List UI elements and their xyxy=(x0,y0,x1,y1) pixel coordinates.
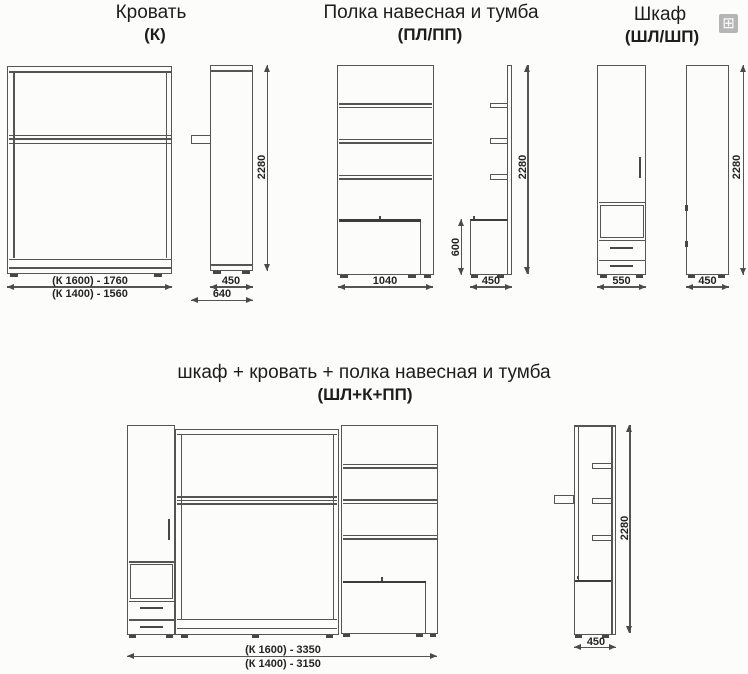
dim-label: 2280 xyxy=(618,515,631,541)
expand-viewer-icon[interactable]: ⊞ xyxy=(719,14,738,33)
combo-title: шкаф + кровать + полка навесная и тумба xyxy=(177,362,551,383)
wardrobe-code: (ШЛ/ШП) xyxy=(624,27,700,46)
bed-title: Кровать xyxy=(115,2,187,23)
dim-label: 2280 xyxy=(516,154,529,180)
dim-label: (К 1600) - 3350 xyxy=(245,643,321,656)
dim-label: 2280 xyxy=(256,154,268,180)
bed-code: (К) xyxy=(144,25,166,44)
dim-label: (К 1600) - 1760 xyxy=(52,274,128,287)
dim-label: 2280 xyxy=(731,154,743,180)
dim-label: (К 1400) - 3150 xyxy=(245,657,321,670)
dim-label: 450 xyxy=(481,274,501,287)
dim-label: 450 xyxy=(698,274,717,287)
shelf-code: (ПЛ/ПП) xyxy=(397,25,463,44)
combo-code: (ШЛ+К+ПП) xyxy=(317,385,413,404)
dim-label: 640 xyxy=(212,288,232,300)
dim-label: 1040 xyxy=(372,274,398,287)
dim-label: (К 1400) - 1560 xyxy=(52,288,128,300)
dim-label: 600 xyxy=(449,237,462,256)
shelf-title: Полка навесная и тумба xyxy=(323,2,539,23)
wardrobe-title: Шкаф xyxy=(633,4,687,25)
dim-label: 550 xyxy=(612,274,631,287)
dim-label: 450 xyxy=(221,274,241,287)
dim-label: 450 xyxy=(586,635,606,648)
